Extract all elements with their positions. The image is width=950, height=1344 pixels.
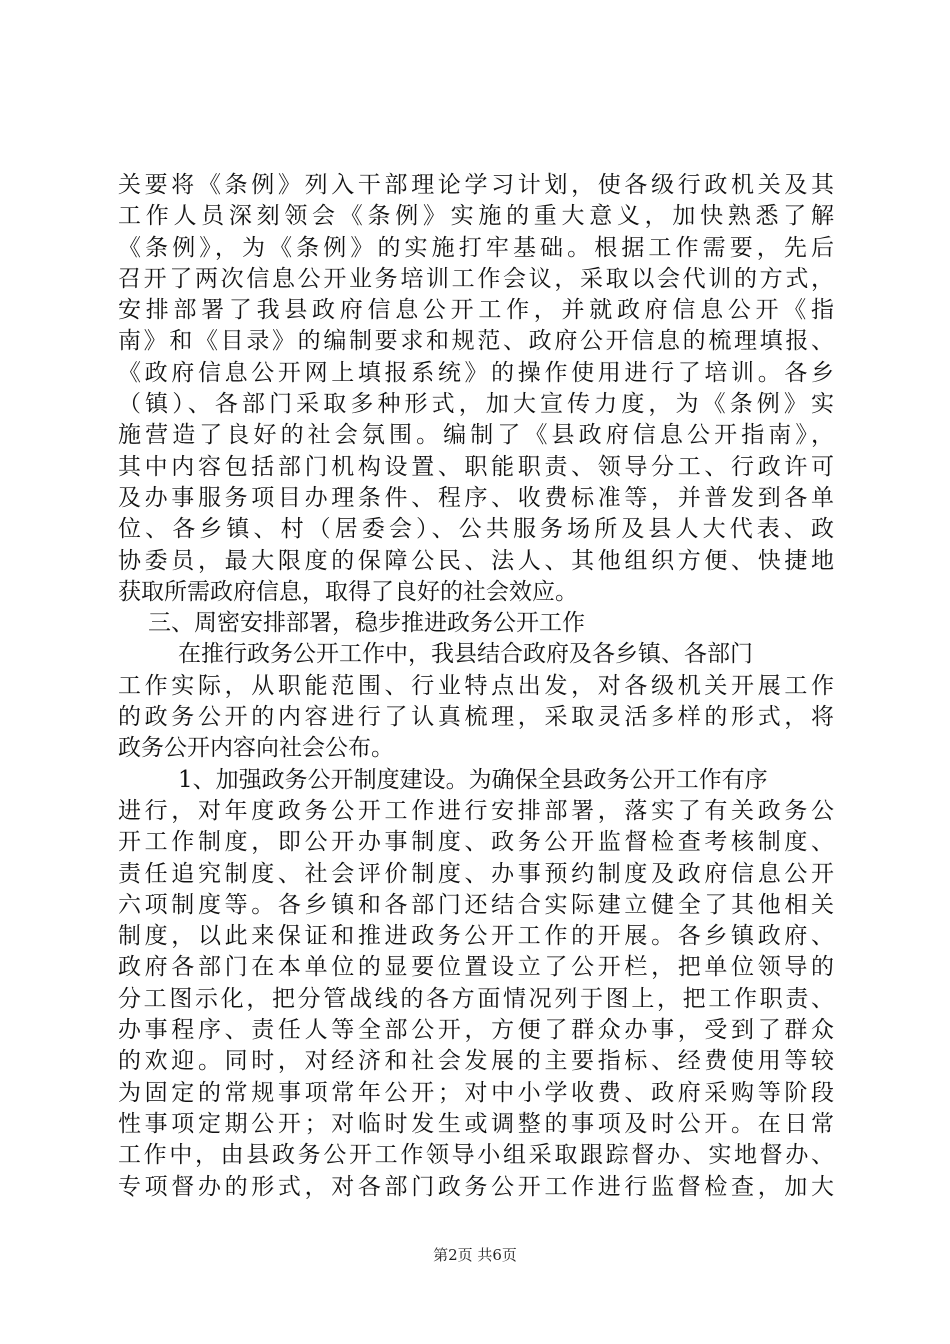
text-line: 六项制度等。各乡镇和各部门还结合实际建立健全了其他相关 xyxy=(118,891,834,918)
text-line: 政府各部门在本单位的显要位置设立了公开栏，把单位领导的 xyxy=(118,954,834,981)
text-line: 1、加强政务公开制度建设。为确保全县政务公开工作有序 xyxy=(178,766,768,793)
text-line: 办事程序、责任人等全部公开，方便了群众办事，受到了群众 xyxy=(118,1017,834,1044)
text-line: 工作人员深刻领会《条例》实施的重大意义，加快熟悉了解 xyxy=(118,203,834,230)
text-line: 及办事服务项目办理条件、程序、收费标准等，并普发到各单 xyxy=(118,484,834,511)
text-line: 《条例》，为《条例》的实施打牢基础。根据工作需要，先后 xyxy=(118,234,834,261)
section-heading: 三、周密安排部署，稳步推进政务公开工作 xyxy=(148,610,585,637)
document-body xyxy=(118,170,834,1203)
text-line: 的政务公开的内容进行了认真梳理，采取灵活多样的形式，将 xyxy=(118,704,834,731)
text-line: 南》和《目录》的编制要求和规范、政府公开信息的梳理填报、 xyxy=(118,328,834,355)
text-line: 在推行政务公开工作中，我县结合政府及各乡镇、各部门 xyxy=(178,641,753,668)
text-line: 位、各乡镇、村（居委会）、公共服务场所及县人大代表、政 xyxy=(118,516,834,543)
text-line: 获取所需政府信息，取得了良好的社会效应。 xyxy=(118,578,578,605)
text-line: 工作中，由县政务公开工作领导小组采取跟踪督办、实地督办、 xyxy=(118,1142,834,1169)
page-footer: 第2页 共6页 xyxy=(433,1246,517,1264)
text-line: 安排部署了我县政府信息公开工作，并就政府信息公开《指 xyxy=(118,297,834,324)
text-line: 关要将《条例》列入干部理论学习计划，使各级行政机关及其 xyxy=(118,172,834,198)
text-line: 施营造了良好的社会氛围。编制了《县政府信息公开指南》， xyxy=(118,422,834,449)
text-line: 分工图示化，把分管战线的各方面情况列于图上，把工作职责、 xyxy=(118,985,834,1012)
text-line: 性事项定期公开；对临时发生或调整的事项及时公开。在日常 xyxy=(118,1110,834,1137)
text-line: 工作实际，从职能范围、行业特点出发，对各级机关开展工作 xyxy=(118,672,834,699)
text-line: 进行，对年度政务公开工作进行安排部署，落实了有关政务公 xyxy=(118,797,834,824)
text-line: 《政府信息公开网上填报系统》的操作使用进行了培训。各乡 xyxy=(118,359,834,386)
text-line: 协委员，最大限度的保障公民、法人、其他组织方便、快捷地 xyxy=(118,547,834,574)
text-line: 责任追究制度、社会评价制度、办事预约制度及政府信息公开 xyxy=(118,860,834,887)
text-line: 政务公开内容向社会公布。 xyxy=(118,735,394,762)
text-line: 专项督办的形式，对各部门政务公开工作进行监督检查，加大 xyxy=(118,1173,834,1200)
text-line: 的欢迎。同时，对经济和社会发展的主要指标、经费使用等较 xyxy=(118,1048,834,1075)
text-line: 其中内容包括部门机构设置、职能职责、领导分工、行政许可 xyxy=(118,453,834,480)
text-line: （镇）、各部门采取多种形式，加大宣传力度，为《条例》实 xyxy=(118,391,834,418)
text-line: 召开了两次信息公开业务培训工作会议，采取以会代训的方式， xyxy=(118,265,834,292)
text-line: 开工作制度，即公开办事制度、政务公开监督检查考核制度、 xyxy=(118,829,834,856)
text-line: 制度，以此来保证和推进政务公开工作的开展。各乡镇政府、 xyxy=(118,923,834,950)
text-line: 为固定的常规事项常年公开；对中小学收费、政府采购等阶段 xyxy=(118,1079,834,1106)
